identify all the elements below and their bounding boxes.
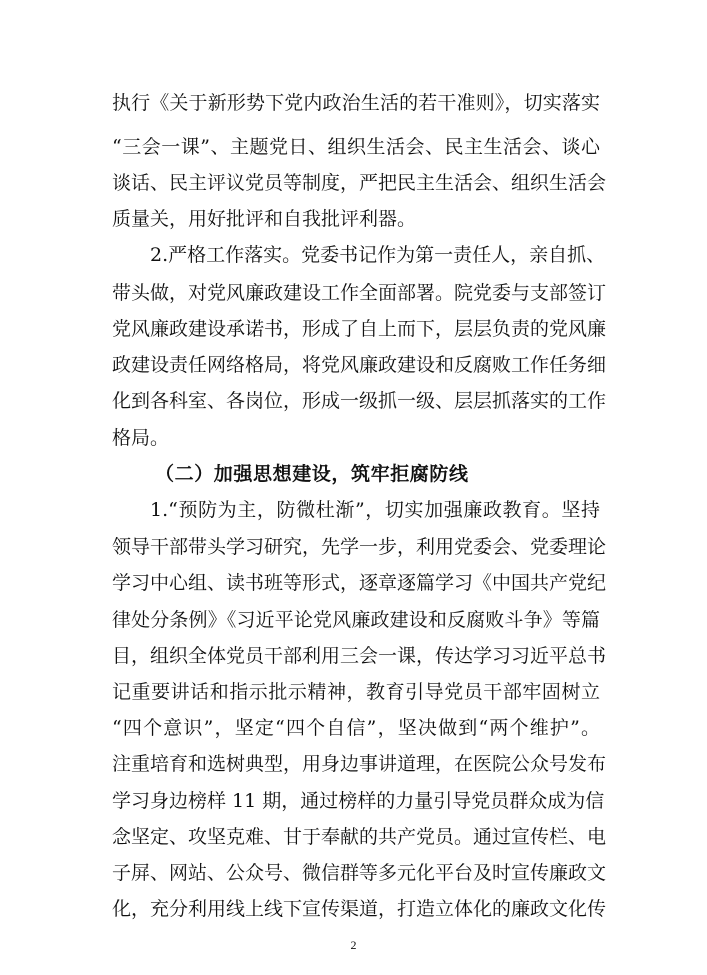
text-line: 注重培育和选树典型，用身边事讲道理，在医院公众号发布 (112, 753, 607, 775)
page-number: 2 (350, 938, 357, 952)
text-line: 子屏、网站、公众号、微信群等多元化平台及时宣传廉政文 (112, 862, 607, 884)
text-line: 化，充分利用线上线下宣传渠道，打造立体化的廉政文化传 (112, 898, 607, 920)
text-line: “四个意识”，坚定“四个自信”，坚决做到“两个维护”。 (112, 717, 600, 739)
text-line: 执行《关于新形势下党内政治生活的若干准则》，切实落实 (112, 92, 600, 114)
text-line: 谈话、民主评议党员等制度，严把民主生活会、组织生活会 (112, 172, 607, 194)
text-line: 念坚定、攻坚克难、甘于奉献的共产党员。通过宣传栏、电 (112, 826, 607, 848)
text-line: 政建设责任网络格局，将党风廉政建设和反腐败工作任务细 (112, 354, 607, 376)
text-line: 记重要讲话和指示批示精神，教育引导党员干部牢固树立 (112, 681, 600, 703)
text-line: 1.“预防为主，防微杜渐”，切实加强廉政教育。坚持 (150, 499, 600, 521)
text-line: 2.严格工作落实。党委书记作为第一责任人，亲自抓、 (150, 244, 606, 266)
text-line: “三会一课”、主题党日、组织生活会、民主生活会、谈心 (112, 136, 600, 158)
text-line: 学习中心组、读书班等形式，逐章逐篇学习《中国共产党纪 (112, 572, 607, 594)
text-line: 党风廉政建设承诺书，形成了自上而下，层层负责的党风廉 (112, 318, 607, 340)
text-line: 律处分条例》《习近平论党风廉政建设和反腐败斗争》等篇 (112, 609, 600, 631)
text-line: 带头做，对党风廉政建设工作全面部署。院党委与支部签订 (112, 282, 607, 304)
text-line: 领导干部带头学习研究，先学一步，利用党委会、党委理论 (112, 536, 607, 558)
text-line: 学习身边榜样 11 期，通过榜样的力量引导党员群众成为信 (112, 790, 605, 812)
section-heading: （二）加强思想建设，筑牢拒腐防线 (155, 463, 469, 485)
text-line: 目，组织全体党员干部利用三会一课，传达学习习近平总书 (112, 645, 607, 667)
text-line: 质量关，用好批评和自我批评利器。 (112, 208, 417, 230)
text-line: 化到各科室、各岗位，形成一级抓一级、层层抓落实的工作 (112, 390, 607, 412)
text-line: 格局。 (112, 427, 170, 449)
